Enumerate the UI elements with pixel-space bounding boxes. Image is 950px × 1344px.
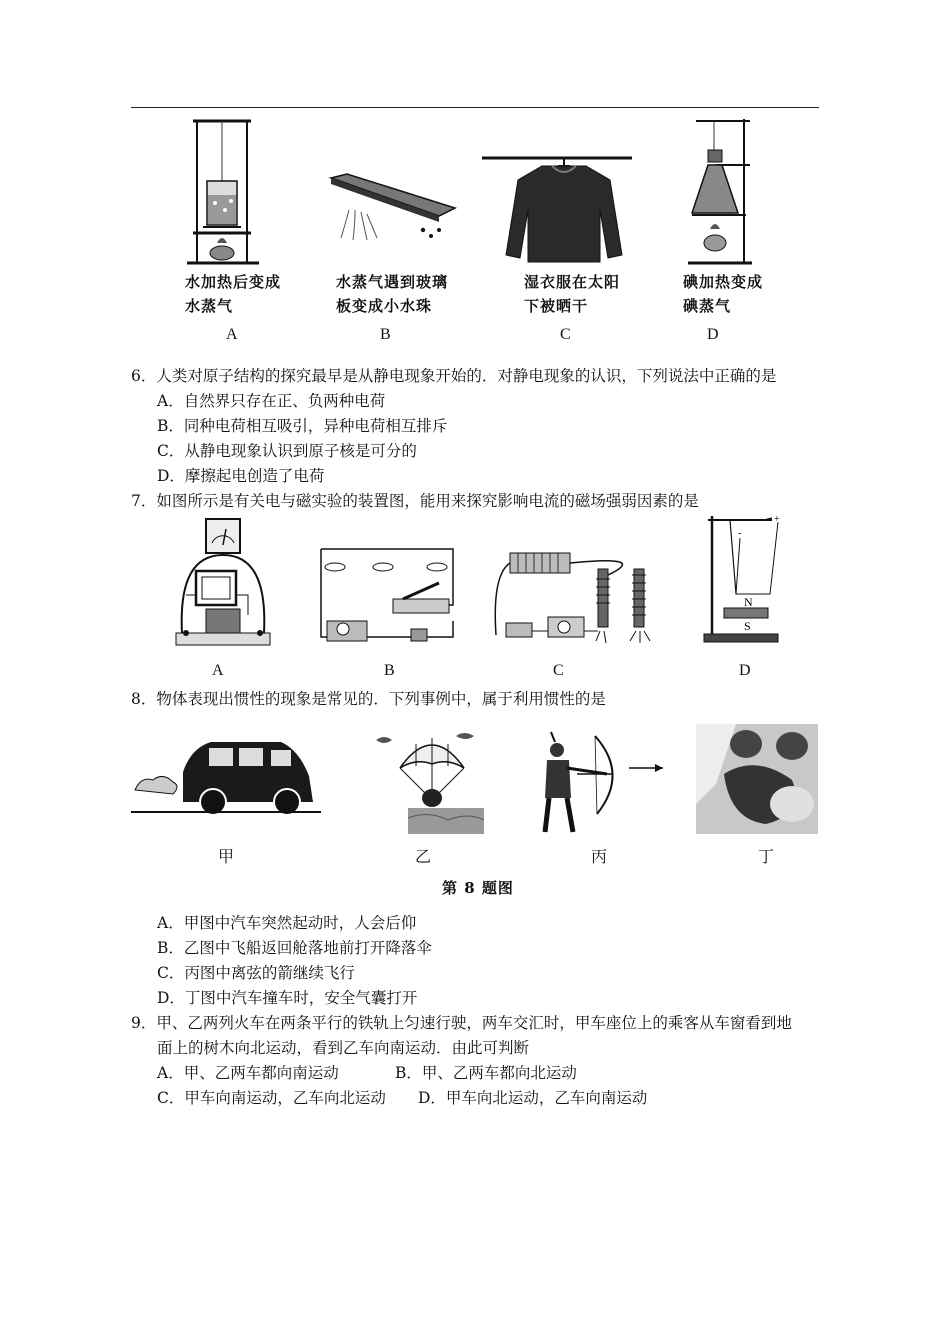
q8-label-bing: 丙 xyxy=(591,849,608,866)
figure-c-drying-clothes xyxy=(482,150,632,270)
magnet-s-label: S xyxy=(744,619,751,633)
q8-label-ding: 丁 xyxy=(758,849,775,866)
caption-b-line2: 板变成小水珠 xyxy=(336,297,433,315)
q7-stem: 7．如图所示是有关电与磁实验的装置图，能用来探究影响电流的磁场强弱因素的是 xyxy=(131,492,699,510)
svg-text:+: + xyxy=(774,514,780,525)
q6-option-a: A．自然界只存在正、负两种电荷 xyxy=(157,392,386,410)
svg-text:-: - xyxy=(738,528,742,539)
q8-stem: 8．物体表现出惯性的现象是常见的．下列事例中，属于利用惯性的是 xyxy=(131,690,606,708)
q6-stem: 6．人类对原子结构的探究最早是从静电现象开始的．对静电现象的认识，下列说法中正确的是 xyxy=(131,367,777,385)
q7-figure-a-galvanometer xyxy=(168,515,278,650)
figure5-letter-d: D xyxy=(707,326,719,343)
figure5-letter-b: B xyxy=(380,326,391,343)
figure5-letter-c: C xyxy=(560,326,571,343)
magnet-n-label: N xyxy=(744,595,753,609)
q8-image-airbag xyxy=(696,724,818,834)
q8-label-jia: 甲 xyxy=(218,849,235,866)
figure5-letter-a: A xyxy=(226,326,238,343)
caption-a-line2: 水蒸气 xyxy=(185,297,234,315)
q7-letter-c: C xyxy=(553,662,564,679)
q9-stem-line2: 面上的树木向北运动，看到乙车向南运动．由此可判断 xyxy=(157,1039,530,1057)
caption-c-line1: 湿衣服在太阳 xyxy=(524,273,621,291)
q9-option-b: B．甲、乙两车都向北运动 xyxy=(395,1064,577,1082)
q8-figure-title: 第 8 题图 xyxy=(442,879,514,897)
q6-option-d: D．摩擦起电创造了电荷 xyxy=(157,467,325,485)
q9-option-d: D．甲车向北运动，乙车向南运动 xyxy=(418,1089,648,1107)
q7-letter-a: A xyxy=(212,662,224,679)
caption-a-line1: 水加热后变成 xyxy=(185,273,282,291)
q8-option-b: B．乙图中飞船返回舱落地前打开降落伞 xyxy=(157,939,432,957)
top-rule xyxy=(131,107,819,108)
q7-figure-c-electromagnets xyxy=(490,545,660,650)
caption-b-line1: 水蒸气遇到玻璃 xyxy=(336,273,449,291)
q8-option-c: C．丙图中离弦的箭继续飞行 xyxy=(157,964,355,982)
q8-option-a: A．甲图中汽车突然起动时，人会后仰 xyxy=(157,914,417,932)
q7-letter-d: D xyxy=(739,662,751,679)
q6-option-c: C．从静电现象认识到原子核是可分的 xyxy=(157,442,417,460)
caption-d-line2: 碘蒸气 xyxy=(683,297,732,315)
q8-label-yi: 乙 xyxy=(415,849,432,866)
q7-figure-d-magnet-stand xyxy=(700,512,790,647)
figure-a-boiling-water xyxy=(185,115,275,270)
caption-d-line1: 碘加热变成 xyxy=(683,273,764,291)
figure-d-iodine-heating xyxy=(686,115,766,270)
q9-option-a: A．甲、乙两车都向南运动 xyxy=(157,1064,339,1082)
q6-option-b: B．同种电荷相互吸引，异种电荷相互排斥 xyxy=(157,417,448,435)
q9-stem-line1: 9．甲、乙两列火车在两条平行的铁轨上匀速行驶，两车交汇时，甲车座位上的乘客从车窗看到地 xyxy=(131,1014,792,1032)
q9-option-c: C．甲车向南运动，乙车向北运动 xyxy=(157,1089,386,1107)
q8-image-archer xyxy=(537,728,667,838)
caption-c-line2: 下被晒干 xyxy=(524,297,589,315)
figure-b-glass-plate xyxy=(327,170,457,245)
q7-figure-b-switch-circuit xyxy=(313,545,463,650)
q7-letter-b: B xyxy=(384,662,395,679)
q8-image-car xyxy=(131,728,321,818)
q8-option-d: D．丁图中汽车撞车时，安全气囊打开 xyxy=(157,989,418,1007)
q8-image-parachute xyxy=(372,728,484,834)
